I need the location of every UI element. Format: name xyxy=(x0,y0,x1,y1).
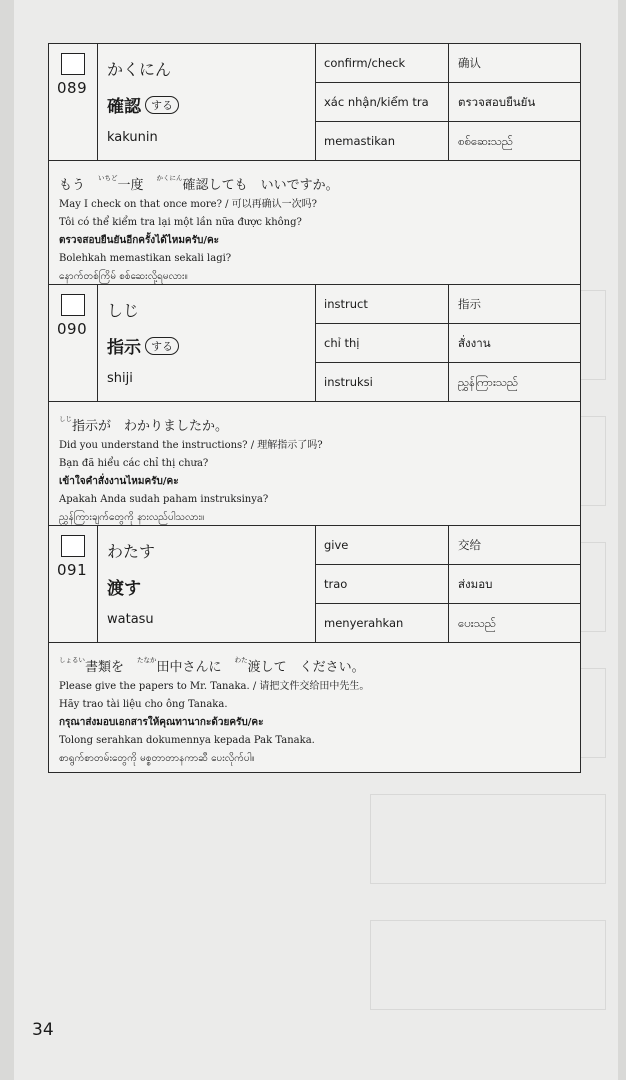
entry-number: 089 xyxy=(57,79,88,97)
example-en-zh: Please give the papers to Mr. Tanaka. / 请把文件交给田中先生。 xyxy=(59,681,370,692)
translation-grid xyxy=(315,44,581,160)
example-th: ตรวจสอบยืนยันอีกครั้งได้ไหมครับ/คะ xyxy=(59,235,220,246)
vocab-card-091 xyxy=(48,525,581,773)
suru-badge: する xyxy=(145,337,179,355)
translation-vi: xác nhận/kiểm tra xyxy=(316,83,449,121)
example-my: ညွှန်ကြားချက်တွေကို နားလည်ပါသလား။ xyxy=(59,512,205,523)
kanji-word: 渡す xyxy=(107,579,141,599)
example-id: Tolong serahkan dokumennya kepada Pak Tanaka. xyxy=(59,735,315,746)
study-checkbox[interactable] xyxy=(61,294,85,316)
translation-en: give xyxy=(316,526,449,564)
romaji: watasu xyxy=(107,612,154,627)
example-en-zh: Did you understand the instructions? / 理解指示了吗? xyxy=(59,440,323,451)
example-japanese: もう $^{いちど}$一度 $^{かくにん}$確認しても いいですか。 xyxy=(59,174,339,193)
example-en-zh: May I check on that once more? / 可以再确认一次吗? xyxy=(59,199,318,210)
kanji-word: 確認 する xyxy=(107,92,179,117)
entry-number: 090 xyxy=(57,320,88,338)
number-cell xyxy=(49,44,98,160)
example-vi: Hãy trao tài liệu cho ông Tanaka. xyxy=(59,699,228,710)
translation-grid xyxy=(315,526,581,642)
page-number: 34 xyxy=(32,1020,54,1040)
translation-th: ส่งมอบ xyxy=(458,577,493,591)
example-block xyxy=(49,643,580,772)
vocab-card-090 xyxy=(48,284,581,532)
example-th: กรุณาส่งมอบเอกสารให้คุณทานากะด้วยครับ/คะ xyxy=(59,717,264,728)
example-vi: Bạn đã hiểu các chỉ thị chưa? xyxy=(59,458,209,469)
example-japanese: $^{しょるい}$書類を $^{たなか}$田中さんに $^{わた}$渡して ください。 xyxy=(59,656,365,675)
example-block xyxy=(49,161,580,290)
example-block xyxy=(49,402,580,531)
example-th: เข้าใจคำสั่งงานไหมครับ/คะ xyxy=(59,476,179,487)
example-my: စာရွက်စာတမ်းတွေကို မစ္စတာတာနကာဆီ ပေးလိုက်ပါ။ xyxy=(59,753,255,764)
study-checkbox[interactable] xyxy=(61,535,85,557)
translation-zh: 交给 xyxy=(458,538,481,552)
translation-th: ตรวจสอบยืนยัน xyxy=(458,95,536,109)
kana-reading: しじ xyxy=(107,301,140,320)
example-my: နောက်တစ်ကြိမ် စစ်ဆေးလို့ရမလား။ xyxy=(59,271,188,282)
card-header xyxy=(49,526,580,643)
translation-my: စစ်ဆေးသည် xyxy=(458,134,514,148)
translation-id: instruksi xyxy=(316,363,449,401)
translation-my: ပေးသည် xyxy=(458,616,496,630)
romaji: shiji xyxy=(107,371,133,386)
card-header xyxy=(49,285,580,402)
translation-th: สั่งงาน xyxy=(458,336,491,350)
romaji: kakunin xyxy=(107,130,158,145)
translation-vi: trao xyxy=(316,565,449,603)
translation-id: memastikan xyxy=(316,122,449,160)
suru-badge: する xyxy=(145,96,179,114)
example-id: Apakah Anda sudah paham instruksinya? xyxy=(59,494,269,505)
translation-zh: 指示 xyxy=(458,297,481,311)
number-cell xyxy=(49,285,98,401)
translation-zh: 确认 xyxy=(458,56,481,70)
kana-reading: わたす xyxy=(107,542,156,561)
kana-reading: かくにん xyxy=(107,60,172,79)
translation-grid xyxy=(315,285,581,401)
example-vi: Tôi có thể kiểm tra lại một lần nữa được không? xyxy=(59,217,302,228)
number-cell xyxy=(49,526,98,642)
translation-my: ညွှန်ကြားသည် xyxy=(458,375,519,389)
translation-en: instruct xyxy=(316,285,449,323)
study-checkbox[interactable] xyxy=(61,53,85,75)
example-id: Bolehkah memastikan sekali lagi? xyxy=(59,253,232,264)
translation-vi: chỉ thị xyxy=(316,324,449,362)
translation-en: confirm/check xyxy=(316,44,449,82)
example-japanese: $^{しじ}$指示が わかりましたか。 xyxy=(59,415,229,434)
vocab-card-089 xyxy=(48,43,581,291)
translation-id: menyerahkan xyxy=(316,604,449,642)
entry-number: 091 xyxy=(57,561,88,579)
card-header xyxy=(49,44,580,161)
kanji-word: 指示 する xyxy=(107,333,179,358)
